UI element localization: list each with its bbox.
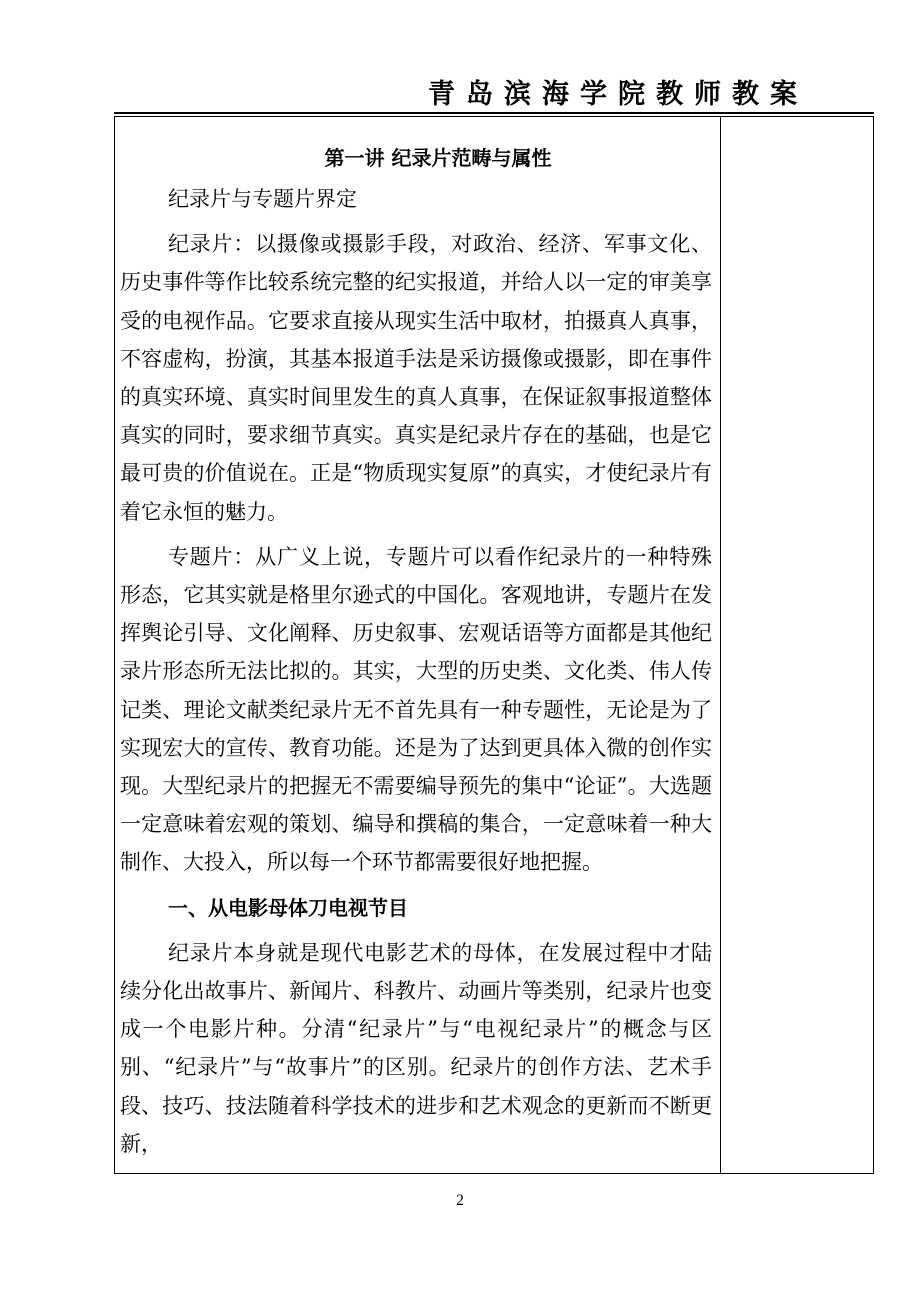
lecture-subtitle: 纪录片与专题片界定 [168,187,357,211]
feature-film-definition-paragraph: 专题片：从广义上说，专题片可以看作纪录片的一种特殊形态，它其实就是格里尔逊式的中国化。客观地讲，专题片在发挥舆论引导、文化阐释、历史叙事、宏观话语等方面都是其他纪录片形态所无法比拟的。其实，大型的历史类、文化类、伟人传记类、理论文献类纪录片无不首先具有一种专题性，无论是为了实现宏大的宣传、教育功能。还是为了达到更具体入微的创作实现。大型纪录片的把握无不需要编导预先的集中“论证”。大选题一定意味着宏观的策划、编导和撰稿的集合，一定意味着一种大制作、大投入，所以每一个环节都需要很好地把握。 [120,544,712,875]
header-divider [114,112,874,114]
documentary-definition-paragraph: 纪录片：以摄像或摄影手段，对政治、经济、军事文化、历史事件等作比较系统完整的纪实报道，并给人以一定的审美享受的电视作品。它要求直接从现实生活中取材，拍摄真人真事，不容虚构，扮演，其基本报道手法是采访摄像或摄影，即在事件的真实环境、真实时间里发生的真人真事，在保证叙事报道整体真实的同时，要求细节真实。真实是纪录片存在的基础，也是它最可贵的价值说在。正是“物质现实复原”的真实，才使纪录片有着它永恒的魅力。 [120,232,712,524]
section-heading: 一、从电影母体刀电视节目 [168,895,408,920]
section-paragraph: 纪录片本身就是现代电影艺术的母体，在发展过程中才陆续分化出故事片、新闻片、科教片、动画片等类别，纪录片也变成一个电影片种。分清“纪录片”与“电视纪录片”的概念与区别、“纪录片”与“故事片”的区别。纪录片的创作方法、艺术手段、技巧、技法随着科学技术的进步和艺术观念的更新而不断更新， [120,940,712,1156]
lecture-title: 第一讲 纪录片范畴与属性 [324,146,552,170]
page-number: 2 [456,1192,464,1209]
lesson-content-cell [120,136,712,1163]
table-column-divider [720,116,721,1174]
document-header-title: 青岛滨海学院教师教案 [428,79,808,110]
